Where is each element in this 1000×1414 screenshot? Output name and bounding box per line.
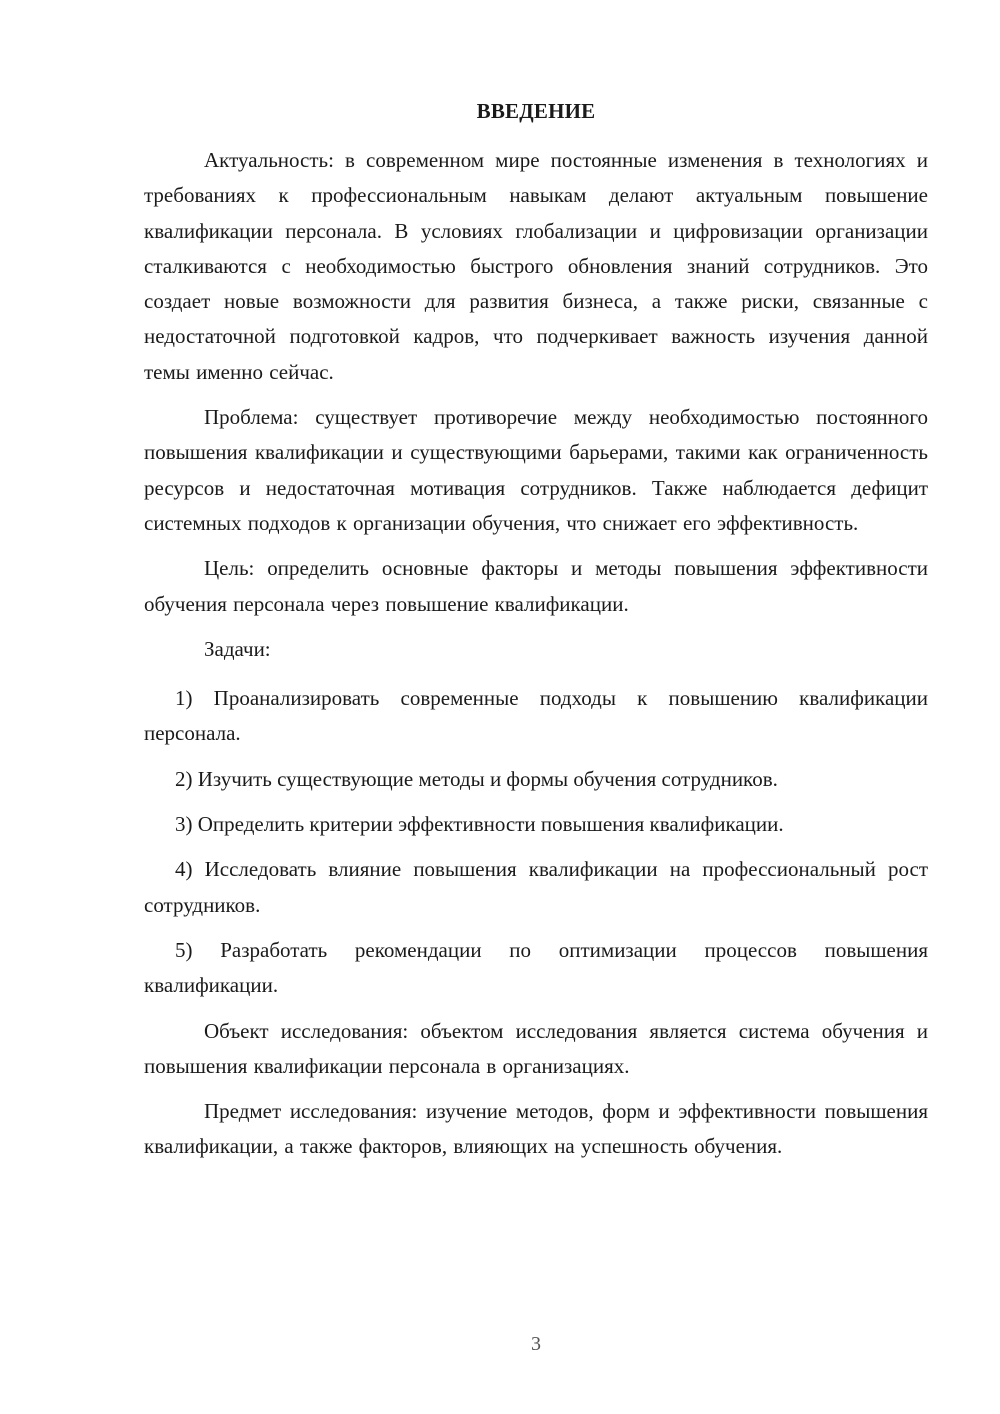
task-item-5: 5) Разработать рекомендации по оптимизации процессов повышения квалификации. [144, 937, 928, 998]
task-item-1: 1) Проанализировать современные подходы к повышению квалификации персонала. [144, 686, 928, 746]
section-title: ВВЕДЕНИЕ [476, 99, 596, 123]
tasks-label: Задачи: [204, 636, 271, 661]
task-item-3: 3) Определить критерии эффективности повышения квалификации. [175, 812, 784, 837]
task-item-2: 2) Изучить существующие методы и формы обучения сотрудников. [175, 766, 778, 791]
paragraph-subject: Предмет исследования: изучение методов, форм и эффективности повышения квалификации, а также факторов, влияющих на успешность обучения. [144, 1099, 928, 1159]
paragraph-relevance: Актуальность: в современном мире постоянные изменения в технологиях и требованиях к профессиональным навыкам делают актуальным повышение квалификации персонала. В условиях глобализации и цифровизации организации сталкиваются с необходимостью быстрого обновления знаний сотрудников. Это создает новые возможности для развития бизнеса, а также риски, связанные с недостаточной подготовкой кадров, что подчеркивает важность изучения данной темы именно сейчас. [144, 148, 928, 384]
task-item-4: 4) Исследовать влияние повышения квалификации на профессиональный рост сотрудников. [144, 857, 928, 917]
paragraph-object: Объект исследования: объектом исследования является система обучения и повышения квалификации персонала в организациях. [144, 1018, 928, 1078]
paragraph-goal: Цель: определить основные факторы и методы повышения эффективности обучения персонала через повышение квалификации. [144, 556, 928, 616]
page-content [144, 94, 928, 1175]
paragraph-problem: Проблема: существует противоречие между необходимостью постоянного повышения квалификации и существующими барьерами, такими как ограниченность ресурсов и недостаточная мотивация сотрудников. Также наблюдается дефицит системных подходов к организации обучения, что снижает его эффективность. [144, 405, 928, 535]
page-number: 3 [531, 1333, 541, 1355]
